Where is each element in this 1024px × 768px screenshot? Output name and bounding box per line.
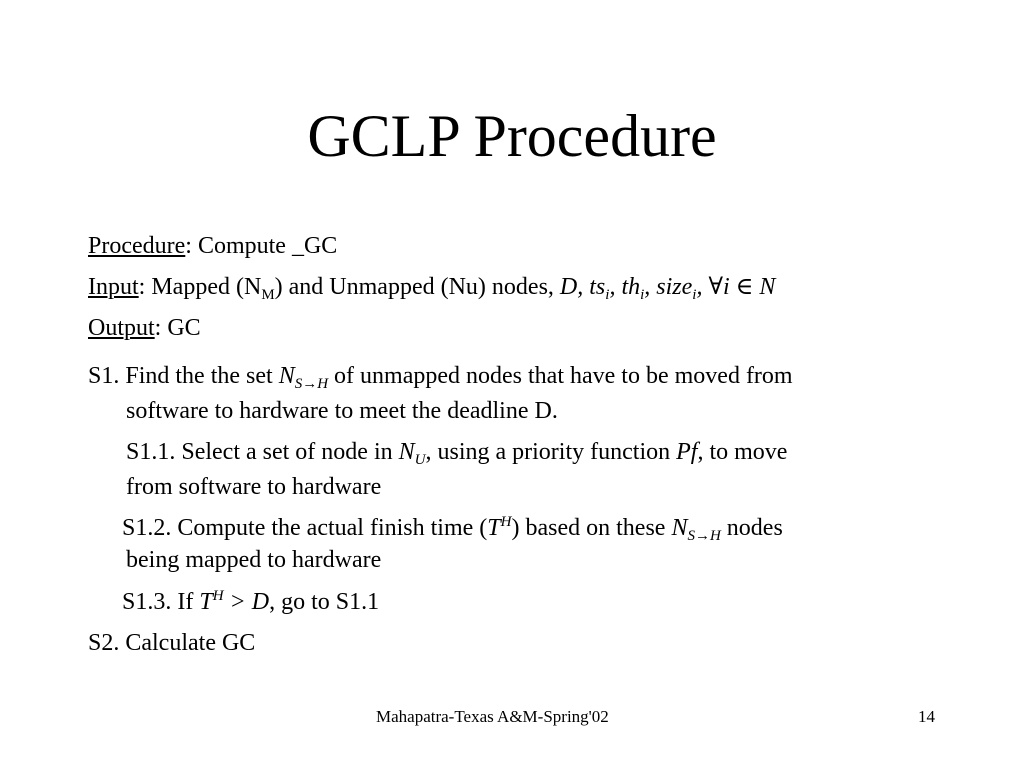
step-s1-line2: software to hardware to meet the deadline D. (126, 398, 558, 424)
step-s1-2-mid: ) based on these (511, 515, 672, 541)
procedure-text: : Compute _GC (185, 233, 338, 259)
slide-title: GCLP Procedure (307, 103, 717, 169)
step-s1-2-pre: S1.2. Compute the actual finish time ( (122, 515, 488, 541)
input-line (88, 272, 775, 302)
input-var-size: , size (644, 274, 693, 300)
step-s1-set-n: N (278, 363, 295, 389)
input-text-a: : Mapped (N (138, 274, 262, 300)
input-sub-i2: i (640, 287, 645, 303)
input-sub-i1: i (605, 287, 610, 303)
step-s1-2-set-sub: S→H (687, 528, 721, 544)
step-s1-post: of unmapped nodes that have to be moved from (328, 363, 793, 389)
slide-number: 14 (918, 707, 935, 726)
step-s1-1-line1 (126, 437, 787, 467)
procedure-label: Procedure (88, 233, 186, 259)
input-sub-m: M (261, 287, 275, 303)
output-line (88, 313, 201, 343)
step-s1-1-post: , to move (697, 439, 788, 465)
step-s1-3-pre: S1.3. If (122, 589, 200, 615)
step-s1-2-post: nodes (720, 515, 783, 541)
step-s1-number: S1. (88, 363, 120, 389)
step-s1-2-line2: being mapped to hardware (126, 547, 382, 573)
step-s1-2-t-sup: H (500, 514, 512, 530)
step-s1-2-set-n: N (671, 515, 688, 541)
step-s1-line1 (88, 361, 793, 391)
step-s1-1-pre: S1.1. Select a set of node in (126, 439, 399, 465)
step-s2-line: S2. Calculate GC (88, 630, 256, 656)
step-s1-2-line1 (122, 513, 783, 543)
step-s1-1-mid: , using a priority function (425, 439, 677, 465)
step-s1-3-post: , go to S1.1 (269, 589, 380, 615)
step-s1-3-line (122, 587, 379, 617)
procedure-line (88, 231, 337, 261)
step-s1-set-sub: S→H (294, 376, 329, 392)
output-text: : GC (154, 315, 201, 341)
step-s1-3-t: T (199, 589, 213, 615)
step-s1-1-set-sub: U (414, 452, 426, 468)
step-s1-pre: Find the the set (119, 363, 279, 389)
input-text-b: ) and Unmapped (Nu) nodes, (274, 274, 560, 300)
input-forall: , ∀i ∈ N (696, 274, 776, 300)
step-s1-1-line2: from software to hardware (126, 474, 382, 500)
input-sub-i3: i (692, 287, 697, 303)
step-s1-2-t: T (487, 515, 501, 541)
input-var-d-ts: D, ts (559, 274, 606, 300)
input-label: Input (88, 274, 139, 300)
output-label: Output (88, 315, 155, 341)
step-s1-3-t-sup: H (212, 588, 224, 604)
step-s1-3-compare: > D (223, 589, 270, 615)
step-s1-1-set-n: N (398, 439, 415, 465)
footer-text: Mahapatra-Texas A&M-Spring'02 (376, 707, 609, 726)
input-var-th: , th (609, 274, 641, 300)
step-s1-1-pf: Pf (676, 439, 698, 465)
